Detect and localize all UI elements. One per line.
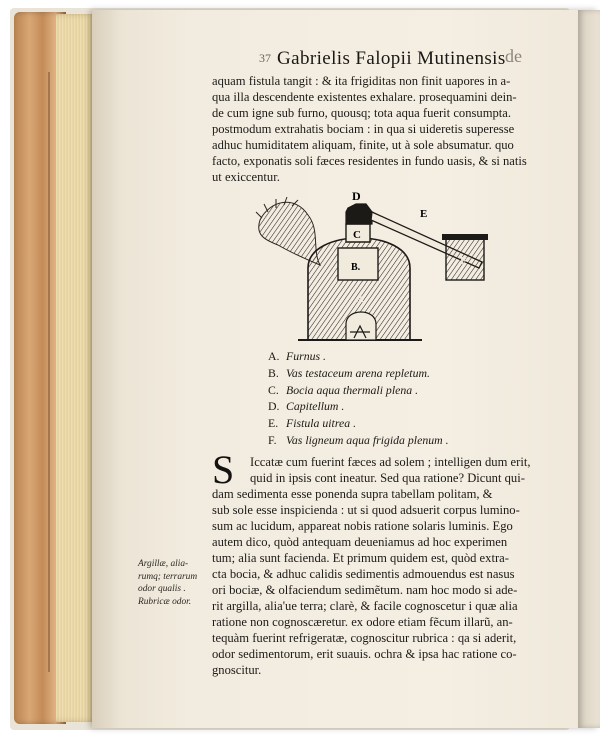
text-line: sum ac lucidum, appareat nobis ratione solaris luminis. Ego xyxy=(212,519,513,533)
text-line: tequàm fuerint refrigeratæ, cognoscitur rubrica : qa si aderit, xyxy=(212,631,517,645)
figure-label-e: E xyxy=(420,208,428,220)
text-line: tum; alia sunt facienda. Et primum quidem est, quòd extra- xyxy=(212,551,509,565)
page-edges xyxy=(56,14,96,722)
text-line: ori bociæ, & olfaciendum sedimẽtum. nam hoc modo si ade- xyxy=(212,583,518,597)
text-line: ratione non cognoscæretur. ex odore etiam fẽcum illarũ, an- xyxy=(212,615,513,629)
figure-legend xyxy=(268,348,528,449)
text-line: dam sedimenta esse ponenda supra tabellam politam, & xyxy=(212,487,493,501)
spine-crack xyxy=(48,72,50,672)
figure-label-d: D xyxy=(352,190,361,203)
text-line: sub sole esse inspicienda : ut si quod adsuerit corpus lumino- xyxy=(212,503,520,517)
legend-letter: F. xyxy=(268,432,277,447)
legend-row xyxy=(268,348,528,365)
text-line: postmodum extrahatis bociam : in qua si uideretis superesse xyxy=(212,122,515,136)
legend-row xyxy=(268,415,528,432)
figure-label-f: F xyxy=(460,255,467,267)
paragraph-2 xyxy=(212,447,558,678)
distillation-woodcut xyxy=(250,190,510,350)
legend-row xyxy=(268,398,528,415)
text-line: de cum igne sub furno, quousq; tota aqua fuerit consumpta. xyxy=(212,106,512,120)
legend-letter: B. xyxy=(268,365,279,380)
margin-note-line: odor qualis . xyxy=(138,584,186,594)
paragraph-1 xyxy=(212,73,558,185)
legend-letter: A. xyxy=(268,349,280,363)
legend-text: Furnus . xyxy=(286,349,326,363)
folio-number: 37 xyxy=(259,51,271,65)
legend-letter: C. xyxy=(268,382,279,397)
running-title: Gabrielis Falopii Mutinensis xyxy=(277,48,506,69)
text-line: aquam fistula tangit : & ita frigiditas non finit uapores in a- xyxy=(212,74,511,88)
legend-row xyxy=(268,382,528,399)
figure-label-c: C xyxy=(353,229,361,241)
legend-letter: E. xyxy=(268,416,279,431)
legend-text: Vas ligneum aqua frigida plenum . xyxy=(286,432,449,447)
margin-note-line: Argillæ, alia- xyxy=(138,559,189,569)
text-line: gnoscitur. xyxy=(212,663,262,677)
text-line: cta bocia, & adhuc calidis sedimentis admouendus est nasus xyxy=(212,567,515,581)
legend-row xyxy=(268,365,528,382)
legend-text: Capitellum . xyxy=(286,399,345,414)
margin-note xyxy=(138,558,212,608)
text-line: autem dico, quòd antequam deueniamus ad hoc experimen xyxy=(212,535,508,549)
smoke-plume xyxy=(256,197,320,265)
facing-page-bleed: de xyxy=(505,46,522,66)
text-line: odor sedimentorum, erit suauis. ochra & ipsa hac ratione co- xyxy=(212,647,517,661)
legend-letter: D. xyxy=(268,399,280,414)
legend-text: Fistula uitrea . xyxy=(286,416,357,431)
legend-text: Bocia aqua thermali plena . xyxy=(286,382,419,397)
text-line: facto, exponatis soli fæces residentes in fundo uasis, & si natis xyxy=(212,154,527,168)
margin-note-line: Rubricæ odor. xyxy=(138,596,192,607)
figure-label-a: A xyxy=(356,293,364,305)
facing-page-edge xyxy=(578,10,600,728)
capital xyxy=(346,204,372,224)
text-line: adhuc humiditatem aliquam, finite, ut à sole absumatur. quo xyxy=(212,138,514,152)
figure-label-b: B. xyxy=(351,262,361,273)
margin-note-line: rumq; terrarum xyxy=(138,571,198,582)
running-header xyxy=(215,44,595,70)
legend-row xyxy=(268,432,528,449)
drop-cap: S xyxy=(212,447,235,492)
legend-text: Vas testaceum arena repletum. xyxy=(286,365,430,380)
text-line: quid in ipsis cont ineatur. Sed qua ratione? Dicunt qui- xyxy=(250,471,525,485)
text-line: ut exiccentur. xyxy=(212,170,280,184)
text-line: Iccatæ cum fuerint fæces ad solem ; intelligen dum erit, xyxy=(250,455,531,469)
text-line: qua illa descendente existentes exhalare. prosequamini dein- xyxy=(212,90,517,104)
text-line: rit argilla, alia'ue terra; clarè, & facile cognoscetur i quæ alia xyxy=(212,599,518,613)
